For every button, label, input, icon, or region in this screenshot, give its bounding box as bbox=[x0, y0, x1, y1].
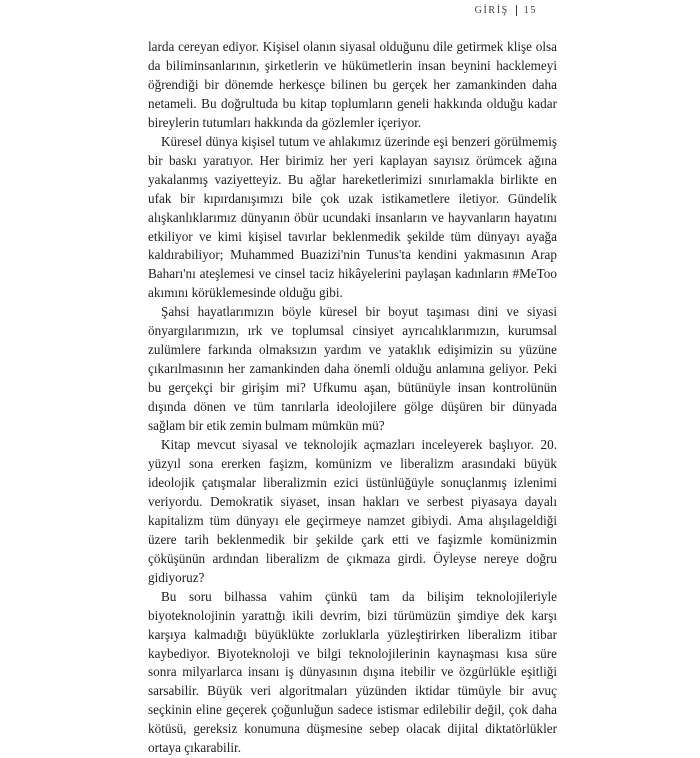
paragraph: Şahsi hayatlarımızın böyle küresel bir boyut taşıması dini ve siyasi önyargılarımızın, ırk ve toplumsal cinsiyet ayrıcalıklarımızın, kurumsal zulümlere farkında olmaksızın yardım ve yataklık edişimizin su yüzüne çıkarılmasının her zamankinden daha önemli olduğu anlamına geliyor. Peki bu gerçekçi bir girişim mi? Ufkumu aşan, bütünüyle insan kontrolünün dışında dönen ve tüm tanrılarla ideolojilere gölge düşüren bir dünyada sağlam bir etik zemin bulmam mümkün mü? bbox=[148, 304, 557, 434]
page-body bbox=[148, 38, 557, 758]
chapter-title: GİRİŞ bbox=[474, 5, 509, 16]
running-head bbox=[475, 5, 537, 16]
paragraph: Kitap mevcut siyasal ve teknolojik açmazları inceleyerek başlıyor. 20. yüzyıl sona ererken faşizm, komünizm ve liberalizm arasındaki büyük ideolojik çatışmalar liberalizmin ezici üstünlüğüyle sonuçlanmış izlenimi veriyordu. Demokratik siyaset, insan hakları ve serbest piyasaya dayalı kapitalizm tüm dünyayı ele geçirmeye namzet gibiydi. Ama alışılageldiği üzere tarih beklenmedik bir şekilde çark etti ve faşizmle komünizmin çöküşünün ardından liberalizm de çıkmaza girdi. Öyleyse nereye doğru gidiyoruz? bbox=[148, 437, 557, 585]
paragraph-continues: Bu soru bilhassa vahim çünkü tam da bilişim teknolojileriyle biyoteknolojinin yarattığı ikili devrim, bizi türümüzün şimdiye dek karşı karşıya kalmadığı büyüklükte zorluklarla yüzleştirirken liberalizm itibar kaybediyor. Biyoteknoloji ve bilgi teknolojilerinin kaynaşması kısa süre sonra milyarlarca insanı iş dünyasının dışına itebilir ve özgürlükle eşitliği sarsabilir. Büyük veri algoritmaları yüzünden iktidar tümüyle bir avuç seçkinin eline geçerek çoğunluğun sadece istismar edilebilir değil, çok daha kötüsü, gereksiz konumuna düşmesine sebep olacak dijital diktatörlükler ortaya çıkarabilir. bbox=[148, 588, 557, 756]
page-number: 15 bbox=[523, 5, 537, 16]
header-divider bbox=[516, 5, 517, 16]
paragraph-continued: larda cereyan ediyor. Kişisel olanın siyasal olduğunu dile getirmek klişe olsa da biliminsanlarının, şirketlerin ve hükümetlerin insan beynini hacklemeyi öğrendiği bir dönemde herkesçe bilinen bu gerçek her zamankinden daha netameli. Bu doğrultuda bu kitap toplumların geneli hakkında olduğu kadar bireylerin tutumları hakkında da gözlemler içeriyor. bbox=[148, 39, 557, 130]
paragraph: Küresel dünya kişisel tutum ve ahlakımız üzerinde eşi benzeri görülmemiş bir baskı yaratıyor. Her birimiz her yeri kaplayan sayısız örümcek ağına yakalanmış vaziyetteyiz. Bu ağlar hareketlerimizi sınırlamakla birlikte en ufak bir kıpırdanışımızı bile çok uzak istikametlere iletiyor. Gündelik alışkanlıklarımız dünyanın öbür ucundaki insanların ve hayvanların hayatını etkiliyor ve kimi kişisel tavırlar beklenmedik şekilde tüm dünyayı ayağa kaldırabiliyor; Muhammed Buazizi'nin Tunus'ta kendini yakmasının Arap Baharı'nı ateşlemesi ve cinsel taciz hikâyelerini paylaşan kadınların #MeToo akımını körüklemesinde olduğu gibi. bbox=[148, 133, 557, 301]
